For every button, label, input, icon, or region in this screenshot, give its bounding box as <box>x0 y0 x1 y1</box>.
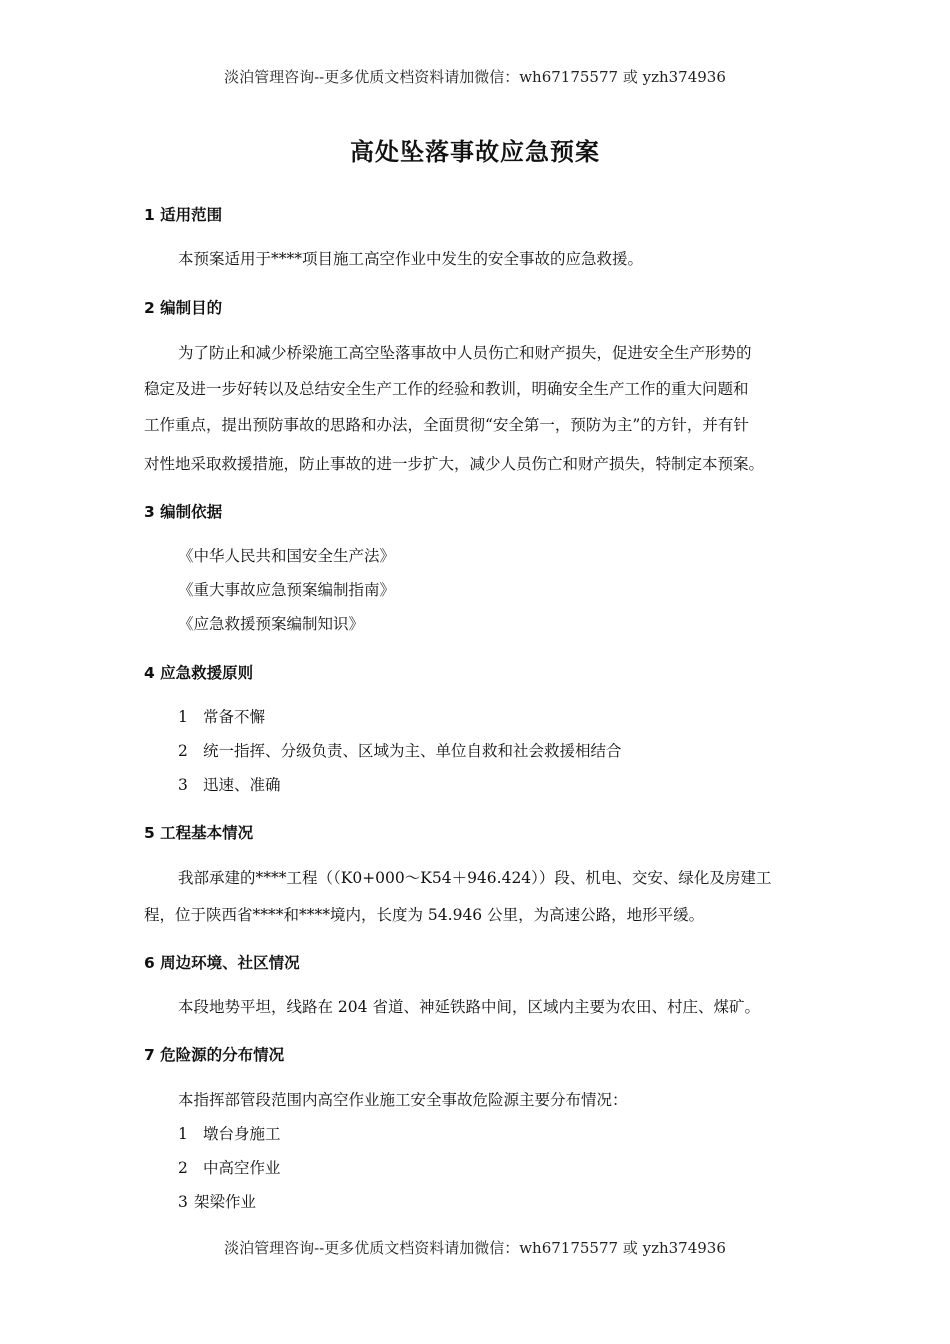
list-number: 2 <box>178 1159 188 1177</box>
section-4-heading: 4 应急救援原则 <box>144 664 254 682</box>
section-5-heading: 5 工程基本情况 <box>144 824 254 842</box>
list-text: 墩台身施工 <box>203 1125 281 1143</box>
section-2-line-2: 稳定及进一步好转以及总结安全生产工作的经验和教训，明确安全生产工作的重大问题和 <box>144 380 749 398</box>
list-text: 常备不懈 <box>203 708 266 726</box>
reference-item: 《应急救援预案编制知识》 <box>178 615 365 633</box>
section-2-line-1: 为了防止和减少桥梁施工高空坠落事故中人员伤亡和财产损失，促进安全生产形势的 <box>178 344 752 362</box>
principle-item <box>178 705 265 727</box>
page-header: 淡泊管理咨询--更多优质文档资料请加微信：wh67175577 或 yzh374936 <box>224 68 726 86</box>
section-6-heading: 6 周边环境、社区情况 <box>144 954 300 972</box>
page-footer: 淡泊管理咨询--更多优质文档资料请加微信：wh67175577 或 yzh374936 <box>224 1239 726 1257</box>
document-title: 高处坠落事故应急预案 <box>350 138 600 166</box>
hazard-item <box>178 1156 281 1178</box>
list-number: 1 <box>178 1125 188 1143</box>
section-6-text: 本段地势平坦，线路在 204 省道、神延铁路中间，区域内主要为农田、村庄、煤矿。 <box>178 998 760 1016</box>
section-1-text: 本预案适用于****项目施工高空作业中发生的安全事故的应急救援。 <box>178 250 644 268</box>
list-text: 统一指挥、分级负责、区域为主、单位自救和社会救援相结合 <box>203 742 622 760</box>
section-2-line-3: 工作重点，提出预防事故的思路和办法，全面贯彻“安全第一，预防为主”的方针，并有针 <box>144 416 749 434</box>
section-2-heading: 2 编制目的 <box>144 299 223 317</box>
list-text: 迅速、准确 <box>203 776 281 794</box>
principle-item <box>178 773 281 795</box>
list-text: 架梁作业 <box>194 1193 257 1211</box>
section-5-line-2: 程，位于陕西省****和****境内，长度为 54.946 公里，为高速公路，地形平缓。 <box>144 906 705 924</box>
list-text: 中高空作业 <box>203 1159 281 1177</box>
list-number: 1 <box>178 708 188 726</box>
list-number: 2 <box>178 742 188 760</box>
list-number: 3 <box>178 1193 188 1211</box>
section-2-line-4: 对性地采取救援措施，防止事故的进一步扩大，减少人员伤亡和财产损失，特制定本预案。 <box>144 455 765 473</box>
reference-item: 《重大事故应急预案编制指南》 <box>178 581 396 599</box>
section-5-line-1: 我部承建的****工程（（K0+000～K54＋946.424））段、机电、交安、绿化及房建工 <box>178 869 772 887</box>
reference-item: 《中华人民共和国安全生产法》 <box>178 547 396 565</box>
section-3-heading: 3 编制依据 <box>144 503 223 521</box>
principle-item <box>178 739 622 761</box>
list-number: 3 <box>178 776 188 794</box>
section-7-intro: 本指挥部管段范围内高空作业施工安全事故危险源主要分布情况： <box>178 1091 628 1109</box>
hazard-item <box>178 1122 281 1144</box>
hazard-item <box>178 1190 256 1212</box>
section-7-heading: 7 危险源的分布情况 <box>144 1046 285 1064</box>
section-1-heading: 1 适用范围 <box>144 206 223 224</box>
